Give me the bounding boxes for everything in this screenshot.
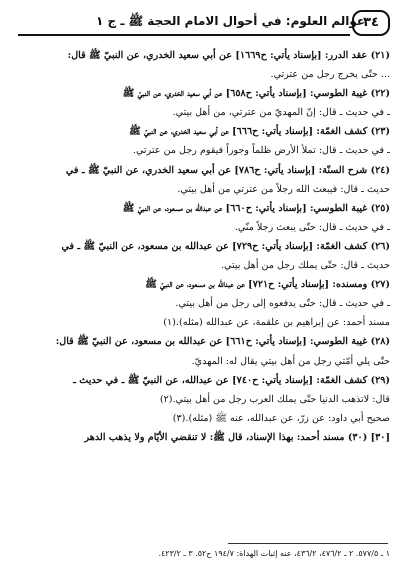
entry-heading-line: (٢٢) غيبة الطوسي: [بإسناد يأتي: ح٦٥٨] عن أبي سعيد الخدري، عن النبيّ ﷺ [122,88,390,100]
entry-heading-line: (٢٩) كشف الغمّة: [بإسناد يأتي: ح٧٤٠] عن عبدالله، عن النبيّ ﷺ ـ في حديث ـ [73,374,390,386]
running-title: عوالم العلوم: في أحوال الامام الحجة ﷺ ـ ج ١ [96,14,366,28]
page-header [18,10,390,36]
entry-heading-line: (٢٥) غيبة الطوسي: [بإسناد يأتي: ح٦٦٠] عن عبدالله بن مسعود، عن النبيّ ﷺ [122,202,390,214]
text-line: صحيح أبي داود: عن زرّ، عن عبدالله، عنه ﷺ (مثله).(٣) [172,412,390,424]
text-line: ـ في حديث ـ قال: تملأ الأرض ظلماً وجوراً فيقوم رجل من عترتي. [132,145,390,157]
text-line: مسند أحمد: عن إبراهيم بن علقمة، عن عبدالله (مثله).(١) [163,317,390,329]
footnote-rule [228,543,388,544]
text-line: ـ في حديث ـ قال: إنّ المهديّ من عترتي، من أهل بيتي. [172,107,390,119]
entry-heading-line: (٢٤) شرح السنّة: [بإسناد يأتي: ح٧٨٦] عن أبي سعيد الخدري، عن النبيّ ﷺ ـ في [65,164,390,176]
text-line: ـ في حديث ـ قال: حتّى يدفعوه إلى رجل من أهل بيتي. [175,298,390,310]
entry-heading-line: (٢١) عقد الدرر: [بإسناد يأتي: ح١٦٦٩] عن أبي سعيد الخدري، عن النبيّ ﷺ قال: [67,50,390,61]
text-line: قال: لاتذهب الدنيا حتّى يملك العرب رجل من أهل بيتي.(٢) [159,393,390,405]
text-line: ... حتّى يخرج رجل من عترتي. [270,69,390,81]
entry-heading-line: (٢٨) غيبة الطوسي: [بإسناد يأتي: ح٦٦١] عن عبدالله بن مسعود، عن النبيّ ﷺ قال: [55,336,390,348]
entry-heading-line: (٢٦) كشف الغمّة: [بإسناد يأتي: ح٧٢٩] عن عبدالله بن مسعود، عن النبيّ ﷺ ـ في [61,240,390,252]
text-line: حديث ـ قال: فيبعث الله رجلاً من عترتي من أهل بيتي. [177,183,390,195]
text-line: ـ في حديث ـ قال: حتّى يبعث رجلاً منّي. [234,221,390,233]
page-number: ٣٤ [352,10,390,36]
text-line: حتّى يلي أمّتي رجل من أهل بيتي يقال له: المهديّ. [191,355,390,367]
entry-heading-line: (٢٣) كشف الغمّة: [بإسناد يأتي: ح٦٦٦] عن أبي سعيد الخدري، عن النبيّ ﷺ [129,126,390,138]
entry-heading-line: [٣٠] (٣٠) مسند أحمد: بهذا الإسناد، قال ﷺ: لا تنقضي الأيّام ولا يذهب الدهر [84,431,390,443]
page-body [20,46,390,447]
footnotes: ١ ـ ٥٧٧/٥. ٢ ـ ٤٧٦/٢، ٤٣٦/٢، عنه إثبات الهداة: ١٩٤/٧ ح٥٢. ٣ ـ ٤٢٣/٢. [158,549,390,558]
text-line: حديث ـ قال: حتّى يملك رجل من أهل بيتي. [220,260,390,272]
header-rule [18,34,350,36]
entry-heading-line: (٢٧) ومسنده: [بإسناد يأتي: ح٧٢١] عن عبدالله بن مسعود، عن النبيّ ﷺ [145,279,390,291]
